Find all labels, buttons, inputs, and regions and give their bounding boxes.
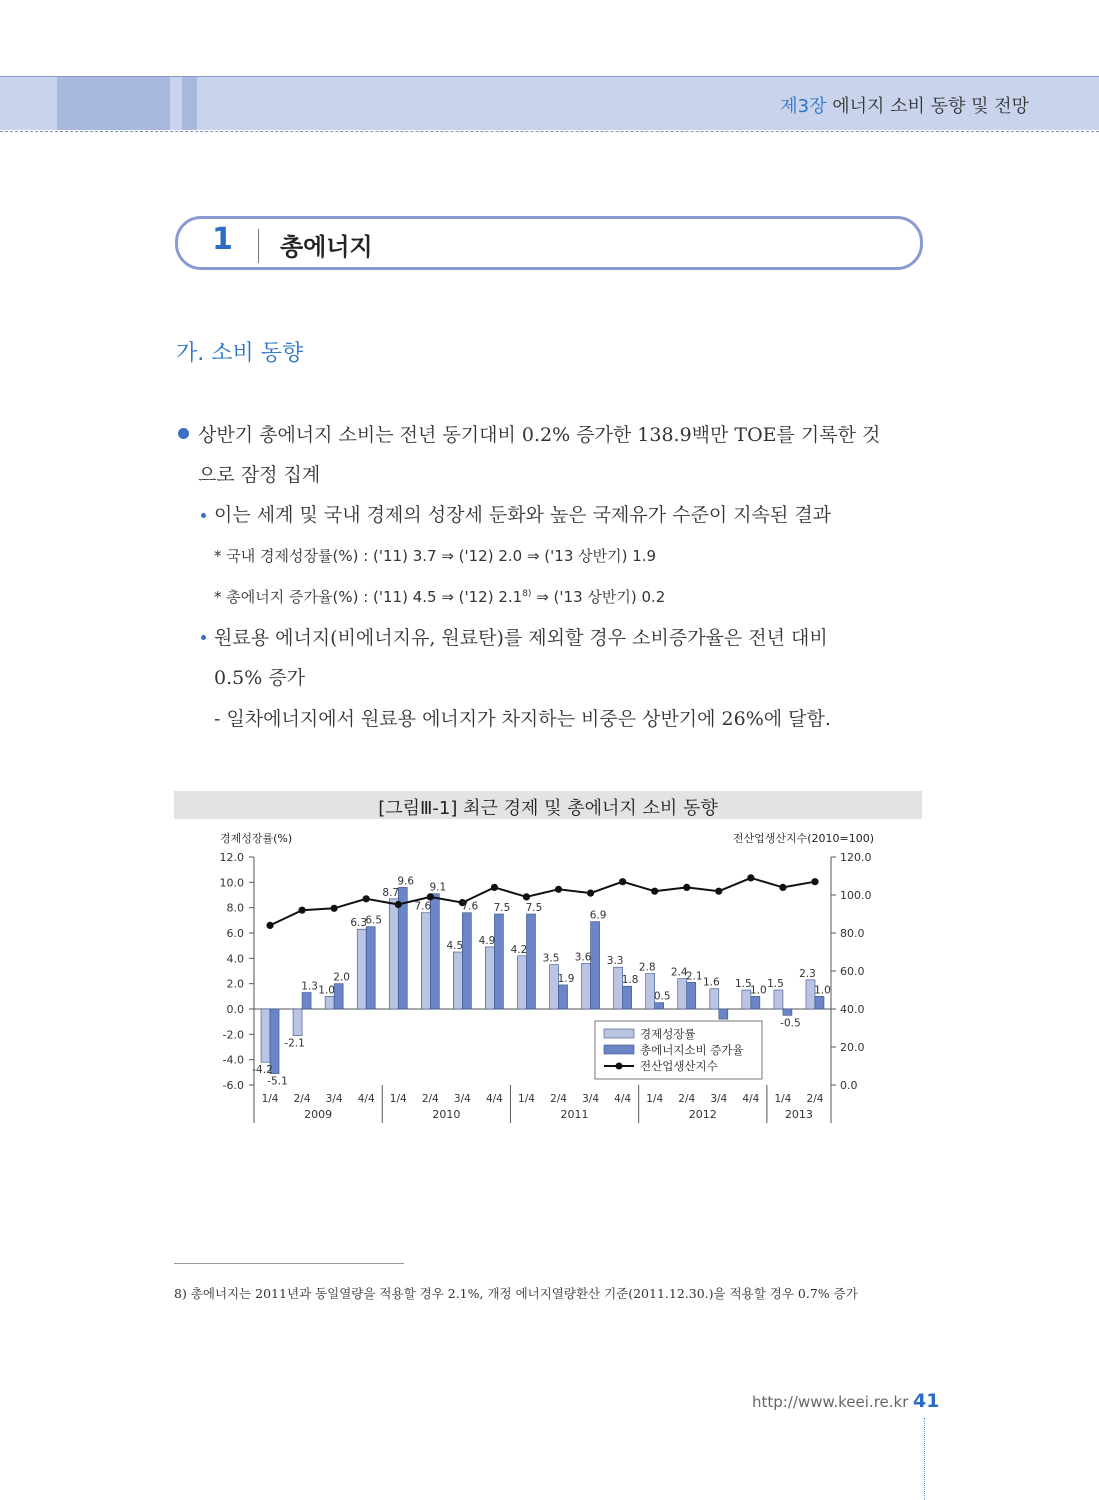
legend-swatch-marker [616,1063,623,1070]
y-tick-label-left: -2.0 [222,1028,244,1042]
sub-bullet-icon [201,513,206,518]
data-label-growth: 3.3 [606,955,624,968]
data-label-growth: 2.4 [670,966,688,979]
header-dashed-rule [0,131,1099,132]
running-header [780,92,1029,118]
point-production-index [619,878,626,885]
data-label-energy: 9.6 [397,875,415,888]
data-label-energy: 9.1 [429,881,447,894]
x-tick-label: 1/4 [518,1093,535,1105]
combo-chart [174,826,914,1131]
sub-point-1: 이는 세계 및 국내 경제의 성장세 둔화와 높은 국제유가 수준이 지속된 결과 [214,504,832,526]
sub-point-2-line1: 원료용 에너지(비에너지유, 원료탄)를 제외할 경우 소비증가율은 전년 대비 [214,627,828,649]
y-tick-label-left: 2.0 [226,977,244,991]
year-label: 2013 [784,1108,813,1121]
year-label: 2009 [304,1108,333,1121]
x-tick-label: 4/4 [485,1093,503,1105]
y-tick-label-left: 0.0 [226,1003,244,1016]
x-tick-label: 4/4 [357,1093,375,1105]
point-production-index [747,874,754,881]
bar-growth [421,913,430,1009]
data-label-energy: 7.5 [493,902,511,914]
bar-energy [719,1009,728,1019]
data-label-energy: 1.9 [557,972,575,985]
bar-energy [655,1003,664,1009]
y-tick-label-right: 0.0 [840,1079,858,1092]
bar-growth [550,965,559,1009]
y-axis-right-label: 전산업생산지수(2010=100) [732,832,874,845]
point-production-index [395,901,402,908]
x-tick-label: 4/4 [742,1093,760,1105]
year-label: 2011 [560,1108,589,1121]
point-production-index [363,895,370,902]
data-label-energy: 7.5 [525,902,543,914]
point-production-index [651,888,658,895]
x-tick-label: 3/4 [582,1093,600,1105]
footnote: 8) 총에너지는 2011년과 동일열량을 적용할 경우 2.1%, 개정 에너지열량환산 기준(2011.12.30.)을 적용할 경우 0.7% 증가 [174,1286,858,1301]
year-label: 2010 [432,1108,461,1121]
x-tick-label: 2/4 [421,1093,439,1105]
footnote-ref: 8) [522,589,532,599]
x-tick-label: 3/4 [453,1093,471,1105]
sub-point-2-line2: 0.5% 증가 [214,667,306,689]
bar-energy [302,993,311,1009]
bar-energy [334,984,343,1009]
x-tick-label: 3/4 [325,1093,343,1105]
y-tick-label-left: -6.0 [222,1079,244,1092]
data-label-growth: 1.0 [318,984,335,997]
point-production-index [683,884,690,891]
bar-energy [751,996,760,1009]
bar-growth [389,899,398,1009]
data-label-growth: 3.6 [574,951,592,964]
bar-energy [623,986,632,1009]
point-production-index [523,893,530,900]
bar-energy [815,996,824,1009]
bar-growth [678,979,687,1009]
header-accent-stripe [182,76,197,130]
x-tick-label: 1/4 [646,1093,664,1105]
note-growth-rate: * 국내 경제성장률(%) : ('11) 3.7 ⇒ ('12) 2.0 ⇒ ('13 상반기) 1.9 [214,547,657,565]
data-label-energy: 1.0 [814,984,831,997]
section-title: 총에너지 [280,233,373,261]
footer-url[interactable]: http://www.keei.re.kr [752,1393,909,1411]
data-label-energy: 6.5 [365,914,383,927]
data-label-growth: -4.2 [252,1064,273,1077]
header-top-rule [0,76,1099,77]
bar-growth [261,1009,270,1062]
y-tick-label-left: 10.0 [219,876,244,890]
footer-dotted-line [924,1418,925,1500]
dash-point: - 일차에너지에서 원료용 에너지가 차지하는 비중은 상반기에 26%에 달함. [214,708,831,730]
y-tick-label-right: 40.0 [840,1003,865,1016]
bar-growth [453,952,462,1009]
bar-growth [582,963,591,1009]
y-tick-label-right: 60.0 [840,965,865,978]
bar-energy [526,914,535,1009]
data-label-growth: 4.9 [478,934,496,947]
y-axis-left-label: 경제성장률(%) [220,832,293,845]
data-label-energy: -0.5 [780,1017,801,1030]
x-tick-label: 2/4 [806,1093,824,1105]
section-divider [258,229,259,263]
bar-growth [357,929,366,1009]
x-tick-label: 1/4 [774,1093,792,1105]
figure-caption: [그림Ⅲ-1] 최근 경제 및 총에너지 소비 동향 [378,798,718,819]
legend-label: 경제성장률 [640,1027,696,1041]
data-label-energy: 1.3 [301,980,318,993]
point-production-index [779,884,786,891]
y-tick-label-right: 100.0 [840,889,872,902]
data-label-energy: -5.1 [267,1075,288,1088]
y-tick-label-right: 80.0 [840,927,865,940]
x-tick-label: 1/4 [389,1093,407,1105]
sub-bullet-icon [201,635,206,640]
bar-growth [774,990,783,1009]
point-production-index [715,888,722,895]
point-production-index [331,905,338,912]
data-label-growth: 1.6 [702,976,720,989]
x-tick-label: 2/4 [550,1093,567,1105]
bar-growth [710,989,719,1009]
bar-energy [462,913,471,1009]
x-tick-label: 1/4 [261,1093,279,1105]
header-accent-block [57,76,170,130]
y-tick-label-left: 8.0 [226,901,244,915]
data-label-growth: 1.5 [735,978,752,990]
bullet-icon [178,428,189,439]
data-label-growth: 3.5 [542,952,560,965]
bullet1-line1: 상반기 총에너지 소비는 전년 동기대비 0.2% 증가한 138.9백만 TOE를 기록한 것 [198,424,881,446]
bar-growth [517,956,526,1009]
bar-growth [325,996,334,1009]
chapter-label: 제3장 [780,96,827,117]
point-production-index [587,890,594,897]
y-tick-label-left: -4.0 [222,1053,244,1067]
legend-swatch-energy [604,1045,634,1054]
x-tick-label: 4/4 [614,1093,632,1105]
year-label: 2012 [688,1108,717,1121]
x-tick-label: 2/4 [678,1093,696,1105]
note-energy-rate-a: * 총에너지 증가율(%) : ('11) 4.5 ⇒ ('12) 2.1 [214,588,523,606]
data-label-growth: 8.7 [382,886,400,899]
data-label-growth: -2.1 [284,1037,305,1050]
data-label-growth: 4.2 [510,943,528,956]
point-production-index [427,893,434,900]
note-energy-rate [214,586,665,607]
data-label-energy: 7.6 [461,900,479,913]
data-label-energy: 2.0 [333,971,350,984]
data-label-energy: 2.1 [685,970,703,983]
bar-energy [494,914,503,1009]
chart-legend [595,1021,762,1079]
y-tick-label-left: 6.0 [226,927,244,940]
data-label-energy: 1.0 [750,984,767,997]
legend-label: 전산업생산지수 [640,1059,718,1073]
page-number: 41 [913,1390,940,1412]
x-tick-label: 2/4 [293,1093,311,1105]
point-production-index [266,922,273,929]
bar-growth [485,947,494,1009]
legend-label: 총에너지소비 증가율 [640,1043,744,1057]
y-tick-label-right: 120.0 [840,851,872,864]
bar-energy [591,922,600,1009]
data-label-growth: 2.8 [638,961,656,974]
section-number: 1 [212,222,233,257]
bullet1-line2: 으로 잠정 집계 [198,464,321,486]
footnote-rule [174,1263,404,1264]
bar-energy [559,985,568,1009]
point-production-index [555,886,562,893]
chapter-title: 에너지 소비 동향 및 전망 [832,96,1029,117]
legend-swatch-growth [604,1029,634,1038]
x-tick-label: 3/4 [710,1093,728,1105]
data-label-growth: 6.3 [350,917,368,930]
data-label-energy: 1.8 [621,974,639,987]
note-energy-rate-b: ⇒ ('13 상반기) 0.2 [531,588,666,606]
data-label-growth: 1.5 [767,978,784,990]
bar-energy [430,894,439,1009]
bar-growth [293,1009,302,1036]
data-label-growth: 4.5 [446,940,464,952]
y-tick-label-left: 4.0 [226,952,244,966]
point-production-index [298,907,305,914]
figure-caption-bar [174,791,922,819]
bar-energy [366,927,375,1009]
data-label-energy: 0.5 [653,990,671,1003]
data-label-energy: 6.9 [589,909,607,922]
bar-energy [783,1009,792,1015]
bar-energy [687,982,696,1009]
y-tick-label-left: 12.0 [219,851,244,864]
subheading: 가. 소비 동향 [176,341,304,366]
y-tick-label-right: 20.0 [840,1041,865,1054]
data-label-growth: 2.3 [799,967,816,980]
point-production-index [491,884,498,891]
data-label-growth: 7.6 [414,900,432,913]
point-production-index [811,878,818,885]
